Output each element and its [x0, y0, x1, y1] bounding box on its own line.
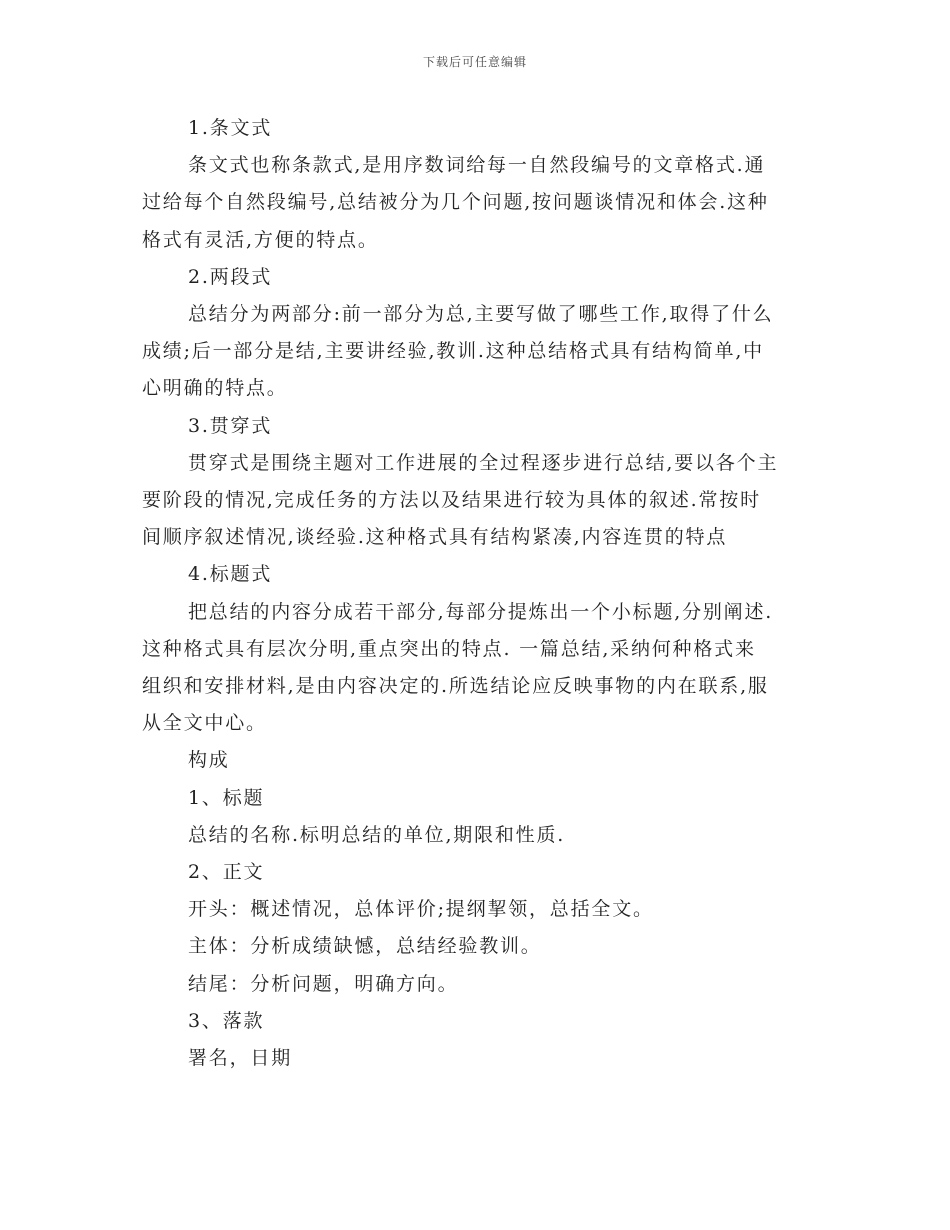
paragraph-line: 心明确的特点。 — [142, 377, 288, 400]
paragraph-line: 开头：概述情况，总体评价;提纲挈领，总括全文。 — [188, 898, 654, 921]
paragraph-line: 这种格式具有层次分明,重点突出的特点. 一篇总结,采纳何种格式来 — [142, 637, 756, 660]
paragraph-line: 署名，日期 — [188, 1047, 293, 1070]
heading-tiaowenshi: 1.条文式 — [188, 117, 273, 139]
subheading-title: 1、标题 — [188, 786, 265, 809]
heading-guanchuanshi: 3.贯穿式 — [188, 414, 273, 437]
paragraph-line: 总结的名称.标明总结的单位,期限和性质. — [188, 823, 566, 846]
paragraph-line: 组织和安排材料,是由内容决定的.所选结论应反映事物的内在联系,服 — [142, 675, 769, 698]
paragraph-line: 格式有灵活,方便的特点。 — [142, 228, 379, 251]
paragraph-line: 过给每个自然段编号,总结被分为几个问题,按问题谈情况和体会.这种 — [142, 191, 769, 214]
paragraph-line: 结尾：分析问题，明确方向。 — [188, 972, 459, 995]
paragraph-line: 从全文中心。 — [142, 712, 267, 735]
subheading-signature: 3、落款 — [188, 1009, 265, 1032]
heading-goucheng: 构成 — [188, 749, 230, 772]
paragraph-line: 主体：分析成绩缺憾，总结经验教训。 — [188, 935, 542, 958]
paragraph-line: 要阶段的情况,完成任务的方法以及结果进行较为具体的叙述.常按时 — [142, 489, 761, 512]
paragraph-line: 贯穿式是围绕主题对工作进展的全过程逐步进行总结,要以各个主 — [188, 451, 779, 474]
page-header-note: 下载后可任意编辑 — [422, 55, 527, 69]
paragraph-line: 间顺序叙述情况,谈经验.这种格式具有结构紧凑,内容连贯的特点 — [142, 526, 728, 549]
paragraph-line: 成绩;后一部分是结,主要讲经验,教训.这种总结格式具有结构简单,中 — [142, 340, 764, 363]
paragraph-line: 条文式也称条款式,是用序数词给每一自然段编号的文章格式.通 — [188, 154, 766, 177]
heading-liangduanshi: 2.两段式 — [188, 265, 273, 288]
subheading-body: 2、正文 — [188, 861, 265, 884]
document-body — [142, 110, 808, 1077]
paragraph-line: 总结分为两部分:前一部分为总,主要写做了哪些工作,取得了什么 — [188, 303, 774, 326]
paragraph-line: 把总结的内容分成若干部分,每部分提炼出一个小标题,分别阐述. — [188, 600, 774, 623]
heading-biaotishi: 4.标题式 — [188, 563, 273, 586]
